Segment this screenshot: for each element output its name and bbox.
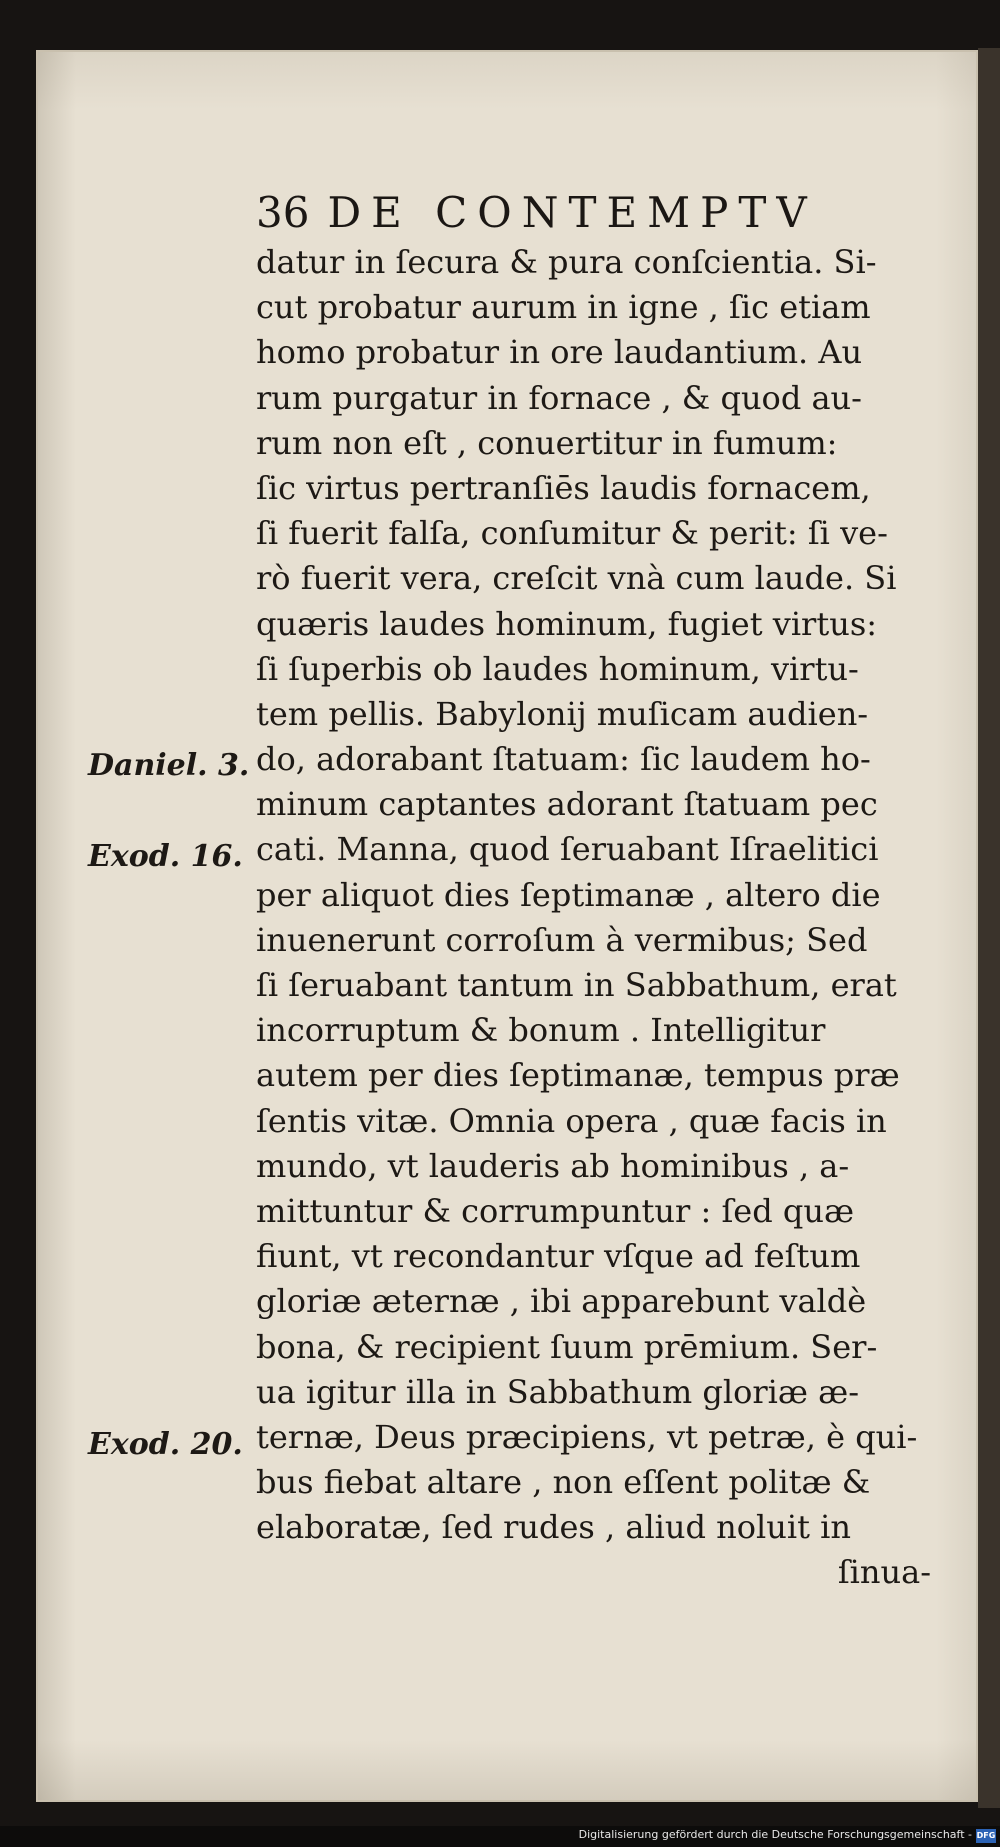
- margin-note: Exod. 20.: [88, 1427, 243, 1462]
- text-line: ua igitur illa in Sabbathum gloriæ æ-: [256, 1372, 860, 1411]
- text-line: bona, & recipient ſuum prēmium. Ser-: [256, 1327, 878, 1366]
- text-line: rum non eſt , conuertitur in fumum:: [256, 423, 838, 462]
- body-text: [256, 240, 931, 1596]
- text-line: ſi fuerit falſa, conſumitur & perit: ſi ve-: [256, 514, 888, 553]
- margin-note: Exod. 16.: [88, 839, 243, 874]
- text-line: fiunt, vt recondantur vſque ad feſtum: [256, 1237, 861, 1276]
- text-line: do, adorabant ſtatuam: ſic laudem ho-: [256, 740, 871, 779]
- text-line: cut probatur aurum in igne , ſic etiam: [256, 288, 871, 327]
- text-line: mittuntur & corrumpuntur : ſed quæ: [256, 1191, 855, 1230]
- catchword: ſinua-: [837, 1553, 931, 1592]
- text-line: quæris laudes hominum, fugiet virtus:: [256, 604, 878, 643]
- footer-credit: Digitalisierung gefördert durch die Deutsche Forschungsgemeinschaft -: [578, 1828, 972, 1841]
- running-head-title: DE CONTEMPTV: [327, 188, 817, 237]
- text-line: ſi ſuperbis ob laudes hominum, virtu-: [256, 649, 859, 688]
- text-line: gloriæ æternæ , ibi apparebunt valdè: [256, 1282, 867, 1321]
- page-number: 36: [256, 188, 310, 237]
- text-line: autem per dies ſeptimanæ, tempus præ: [256, 1056, 900, 1095]
- footer-bar: [0, 1826, 1000, 1847]
- text-line: mundo, vt lauderis ab hominibus , a-: [256, 1146, 850, 1185]
- dfg-logo-icon: DFG: [976, 1829, 996, 1843]
- running-head: [256, 188, 896, 244]
- text-line: per aliquot dies ſeptimanæ , altero die: [256, 875, 881, 914]
- text-line: bus fiebat altare , non eſſent politæ &: [256, 1463, 871, 1502]
- text-line: ternæ, Deus præcipiens, vt petræ, è qui-: [256, 1417, 918, 1456]
- text-line: homo probatur in ore laudantium. Au: [256, 333, 863, 372]
- text-line: ſic virtus pertranſiēs laudis fornacem,: [256, 468, 871, 507]
- text-line: cati. Manna, quod ſeruabant Iſraelitici: [256, 830, 879, 869]
- text-line: incorruptum & bonum . Intelligitur: [256, 1011, 826, 1050]
- text-line: ſi ſeruabant tantum in Sabbathum, erat: [256, 966, 897, 1004]
- text-line: rum purgatur in fornace , & quod au-: [256, 378, 862, 417]
- text-line: minum captantes adorant ſtatuam pec: [256, 785, 878, 824]
- text-line: ſentis vitæ. Omnia opera , quæ facis in: [256, 1101, 887, 1140]
- page-edge: [978, 48, 1000, 1808]
- text-line: datur in ſecura & pura conſcientia. Si-: [256, 243, 877, 281]
- margin-note: Daniel. 3.: [88, 748, 250, 783]
- text-line: inuenerunt corroſum à vermibus; Sed: [256, 920, 868, 959]
- text-line: elaboratæ, ſed rudes , aliud noluit in: [256, 1508, 851, 1547]
- text-line: tem pellis. Babylonij muſicam audien-: [256, 694, 869, 733]
- text-line: rò fuerit vera, creſcit vnà cum laude. Si: [256, 559, 897, 598]
